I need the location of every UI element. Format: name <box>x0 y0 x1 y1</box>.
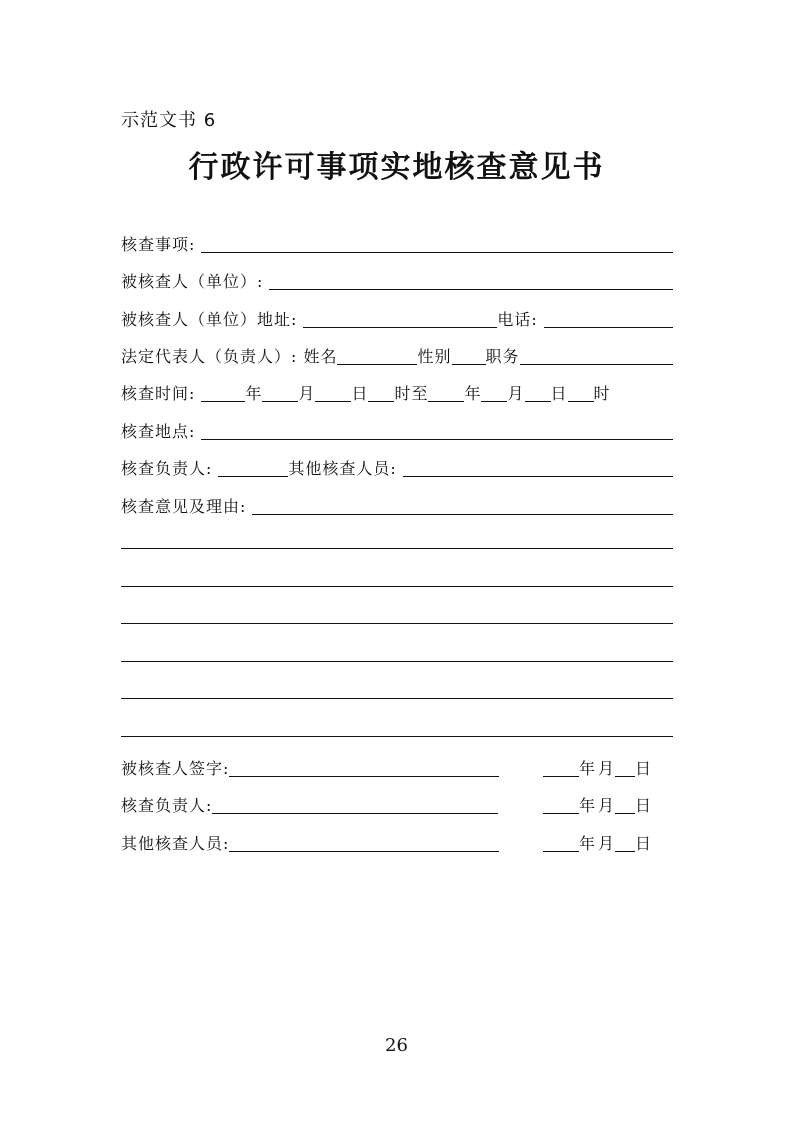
sign-day-field[interactable] <box>615 762 635 777</box>
opinion-line[interactable] <box>121 623 673 624</box>
others-month-label: 月 <box>598 834 616 853</box>
leader-month-label: 月 <box>598 796 616 815</box>
legal-rep-name-field[interactable] <box>337 350 417 365</box>
inspected-party-label: 被核查人（单位）: <box>121 272 264 291</box>
inspected-signature-label: 被核查人签字: <box>121 759 230 778</box>
address-row <box>121 304 673 330</box>
inspection-item-label: 核查事项: <box>121 235 196 254</box>
others-signature-label: 其他核查人员: <box>121 834 230 853</box>
end-hour-label: 时 <box>593 384 611 403</box>
address-field[interactable] <box>303 313 497 328</box>
leader-signature-label: 核查负责人: <box>121 796 213 815</box>
position-label: 职务 <box>485 347 520 366</box>
inspection-item-row <box>121 229 673 255</box>
start-day-field[interactable] <box>315 387 351 402</box>
leader-signature-field[interactable] <box>212 799 498 814</box>
end-hour-field[interactable] <box>568 387 594 402</box>
end-day-field[interactable] <box>525 387 551 402</box>
sign-month-label: 月 <box>598 759 616 778</box>
leader-year-label: 年 <box>579 796 597 815</box>
leader-day-label: 日 <box>635 796 653 815</box>
leader-signature-row <box>121 790 673 816</box>
leader-day-field[interactable] <box>615 799 635 814</box>
inspection-time-row <box>121 378 673 404</box>
start-month-field[interactable] <box>262 387 298 402</box>
page-title: 行政许可事项实地核查意见书 <box>188 150 605 185</box>
inspection-item-field[interactable] <box>201 238 673 253</box>
document-label: 示范文书 6 <box>121 110 217 131</box>
sign-year-field[interactable] <box>543 762 579 777</box>
inspectors-row <box>121 453 673 479</box>
end-year-label: 年 <box>464 384 482 403</box>
opinion-line[interactable] <box>121 698 673 699</box>
inspected-party-row <box>121 266 673 292</box>
inspected-signature-field[interactable] <box>229 762 499 777</box>
sign-day-label: 日 <box>635 759 653 778</box>
page-number: 26 <box>385 1035 408 1056</box>
end-month-field[interactable] <box>481 387 507 402</box>
end-day-label: 日 <box>550 384 568 403</box>
start-year-label: 年 <box>245 384 263 403</box>
inspected-party-field[interactable] <box>269 275 673 290</box>
others-year-label: 年 <box>579 834 597 853</box>
gender-label: 性别 <box>417 347 452 366</box>
legal-rep-row <box>121 341 673 367</box>
phone-field[interactable] <box>544 313 673 328</box>
gender-field[interactable] <box>452 350 486 365</box>
opinion-label: 核查意见及理由: <box>121 497 247 516</box>
start-year-field[interactable] <box>201 387 245 402</box>
start-hour-field[interactable] <box>368 387 394 402</box>
place-field[interactable] <box>201 425 673 440</box>
others-year-field[interactable] <box>543 837 579 852</box>
opinion-line[interactable] <box>121 586 673 587</box>
opinion-line[interactable] <box>121 736 673 737</box>
opinion-line[interactable] <box>121 661 673 662</box>
others-label: 其他核查人员: <box>288 459 397 478</box>
leader-label: 核查负责人: <box>121 459 213 478</box>
time-label: 核查时间: <box>121 384 196 403</box>
place-label: 核查地点: <box>121 422 196 441</box>
others-signature-field[interactable] <box>229 837 499 852</box>
position-field[interactable] <box>520 350 673 365</box>
opinion-line[interactable] <box>121 548 673 549</box>
leader-field[interactable] <box>218 462 288 477</box>
legal-rep-name-label: 法定代表人（负责人）: 姓名 <box>121 347 338 366</box>
leader-year-field[interactable] <box>543 799 579 814</box>
start-month-label: 月 <box>298 384 316 403</box>
end-month-label: 月 <box>507 384 525 403</box>
inspection-place-row <box>121 416 673 442</box>
opinion-field[interactable] <box>252 500 673 515</box>
others-field[interactable] <box>403 462 673 477</box>
start-day-label: 日 <box>351 384 369 403</box>
sign-year-label: 年 <box>579 759 597 778</box>
address-label: 被核查人（单位）地址: <box>121 310 298 329</box>
phone-label: 电话: <box>497 310 538 329</box>
others-signature-row <box>121 828 673 854</box>
others-day-label: 日 <box>635 834 653 853</box>
end-year-field[interactable] <box>428 387 464 402</box>
hour-to-label: 时至 <box>394 384 429 403</box>
opinion-row <box>121 491 673 517</box>
inspected-signature-row <box>121 753 673 779</box>
others-day-field[interactable] <box>615 837 635 852</box>
